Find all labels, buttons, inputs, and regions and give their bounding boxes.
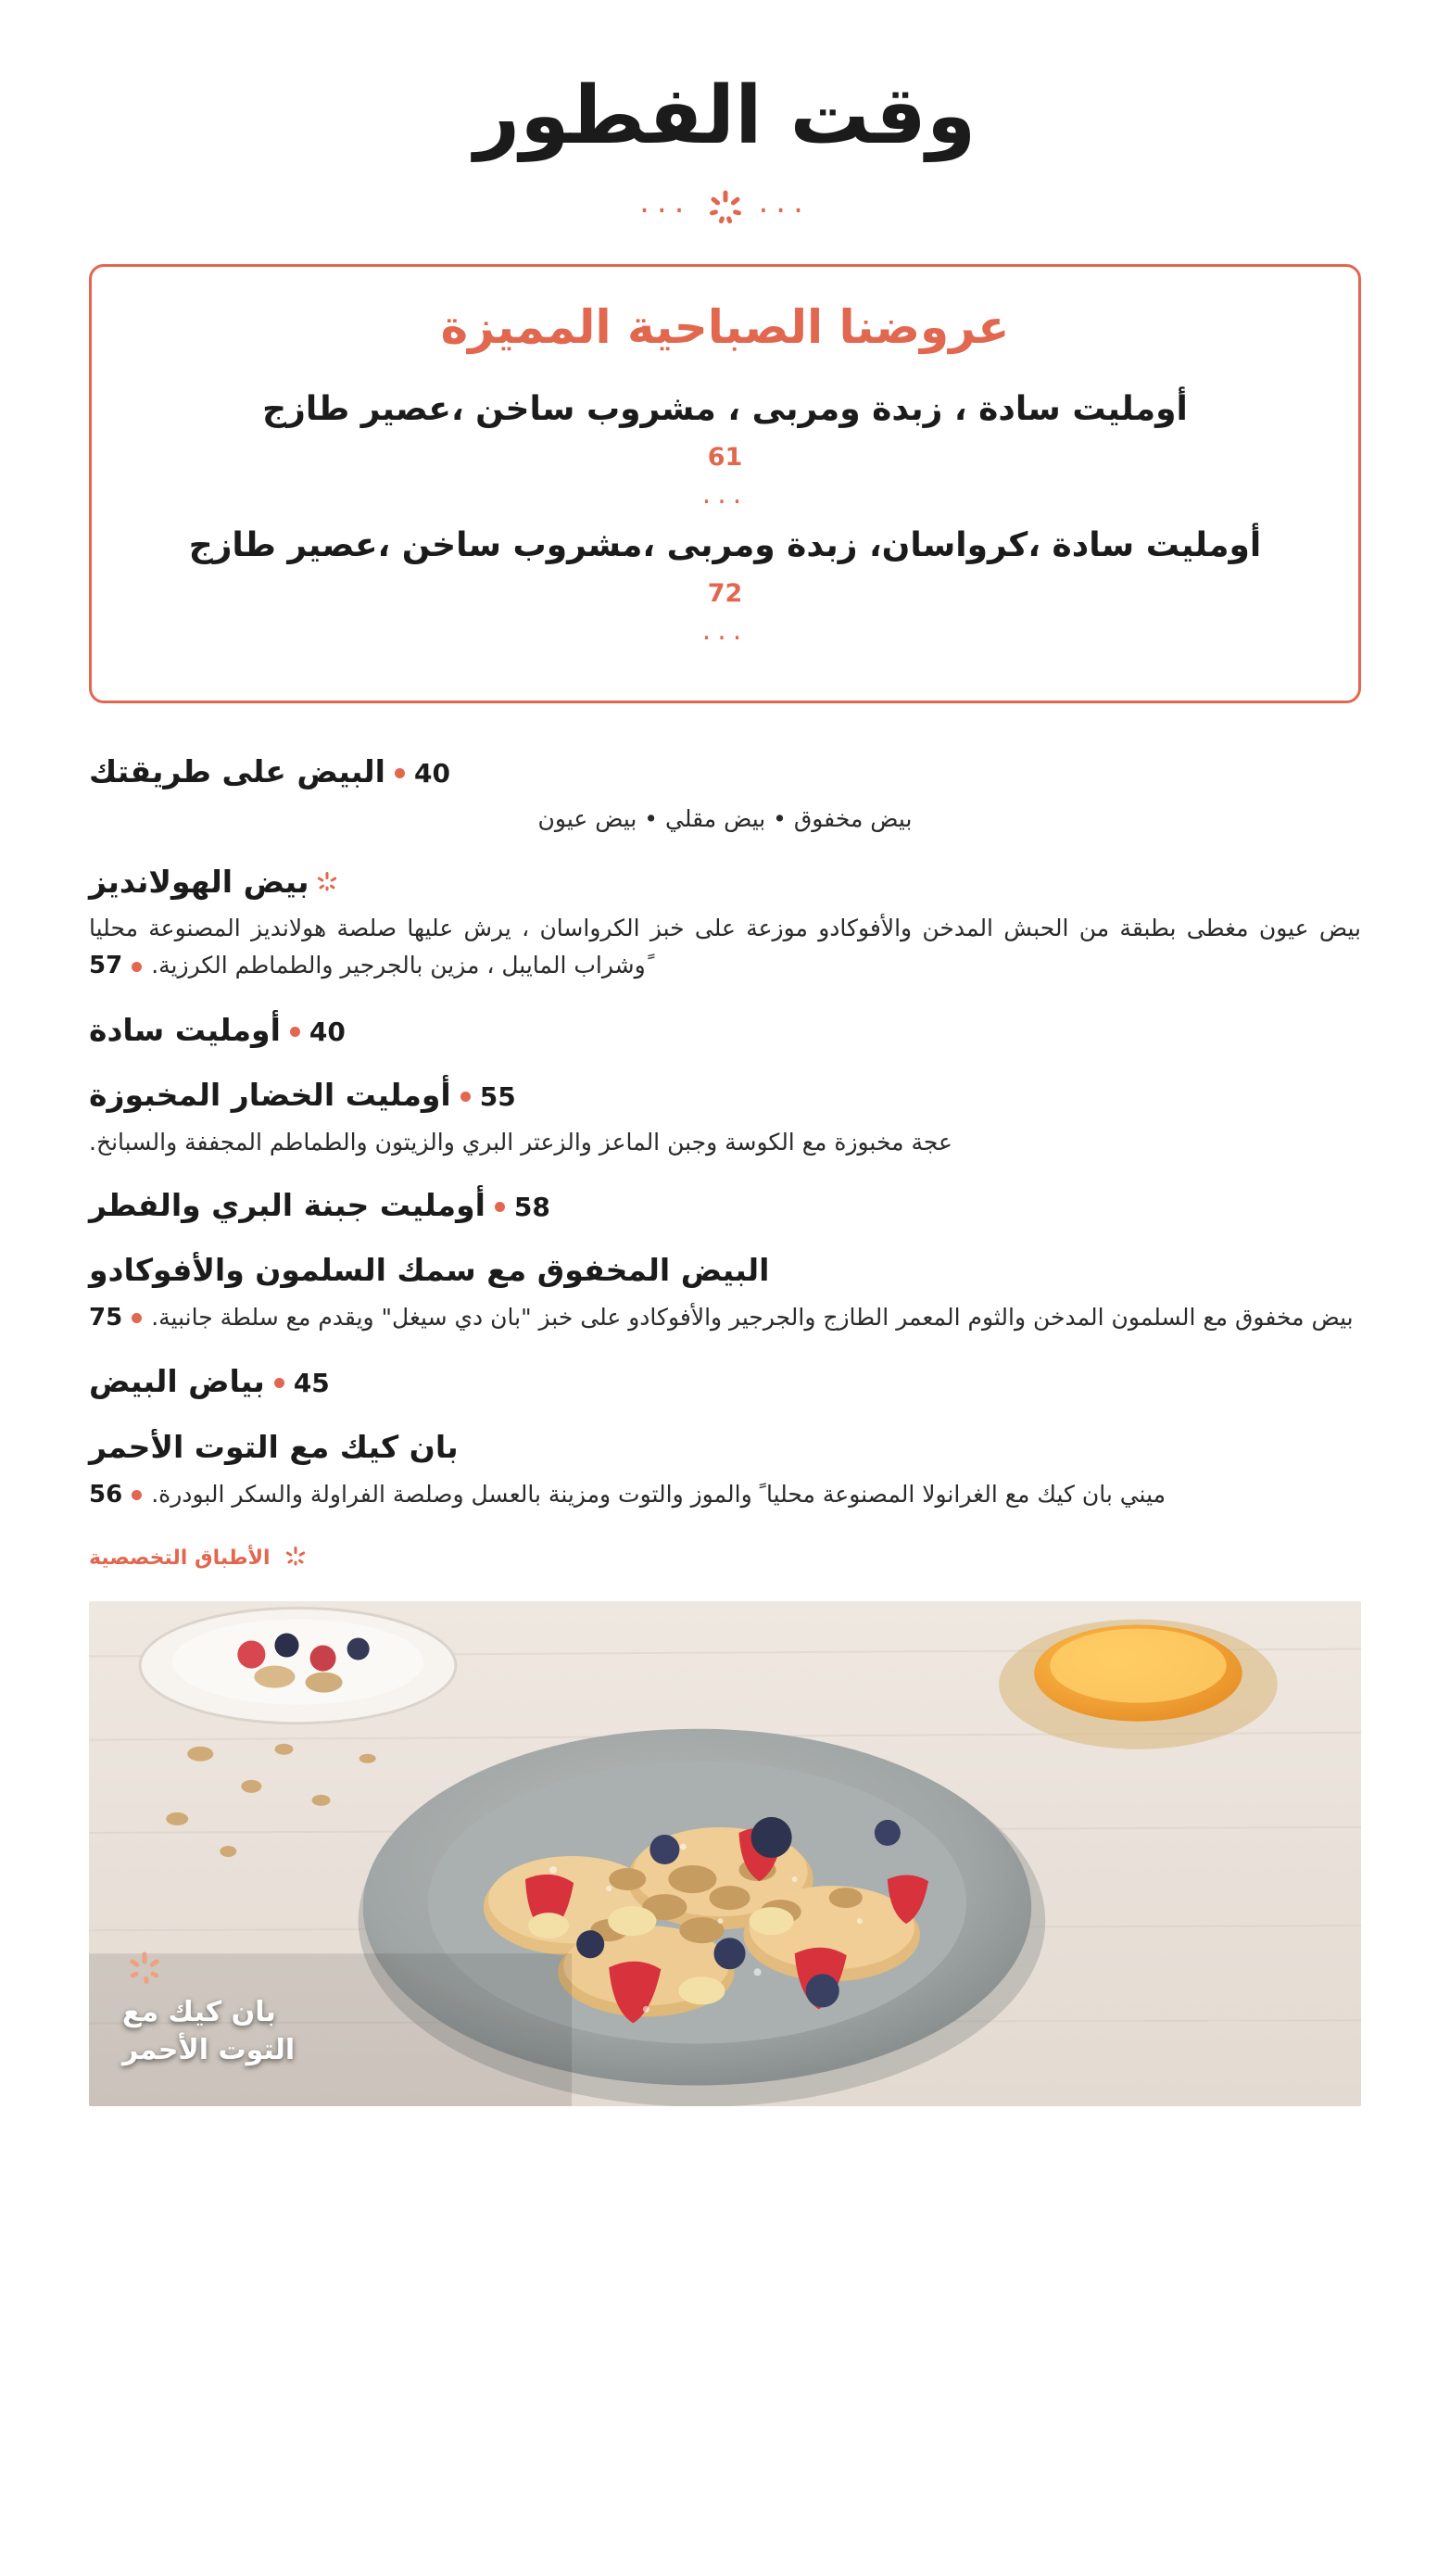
bullet-icon — [460, 1092, 471, 1102]
menu-item-description-text: ميني بان كيك مع الغرانولا المصنوعة محليا ً والموز والتوت ومزينة بالعسل وصلصة الفراولة والسكر البودرة. — [151, 1480, 1166, 1508]
bullet-icon — [290, 1027, 300, 1037]
separator-dots-right: ... — [758, 183, 811, 221]
menu-item-name: أومليت الخضار المخبوزة — [89, 1077, 451, 1114]
menu-item-price: 57 — [89, 952, 123, 980]
offers-title: عروضنا الصباحية المميزة — [440, 299, 1010, 354]
dish-photo — [89, 1601, 1361, 2106]
bullet-icon — [132, 962, 142, 972]
menu-item-description: عجة مخبوزة مع الكوسة وجبن الماعز والزعتر البري والزيتون والطماطم المجففة والسبانخ. — [89, 1128, 952, 1155]
offer-text: أومليت سادة ،كرواسان، زبدة ومربى ،مشروب ساخن ،عصير طازج — [188, 525, 1262, 564]
menu-item-description — [89, 910, 1361, 986]
offer-text: أومليت سادة ، زبدة ومربى ، مشروب ساخن ،عصير طازج — [262, 389, 1188, 428]
menu-item — [89, 862, 1361, 986]
menu-item-header — [89, 1185, 1361, 1227]
menu-item-header — [89, 751, 1361, 793]
sparkle-burst-icon — [126, 1951, 163, 1989]
menu-item — [89, 751, 1361, 838]
menu-item-price: 55 — [479, 1081, 516, 1113]
offer-item — [129, 385, 1321, 509]
separator-dots-left: ... — [639, 183, 692, 221]
menu-item-name: أومليت سادة — [89, 1011, 281, 1048]
menu-item — [89, 1075, 1361, 1161]
menu-list — [89, 751, 1361, 1514]
photo-caption-line1: بان كيك مع — [122, 1996, 276, 2029]
offer-dots: ... — [701, 477, 749, 511]
menu-item — [89, 1010, 1361, 1052]
menu-item-price: 75 — [89, 1303, 123, 1332]
menu-item — [89, 1250, 1361, 1337]
photo-caption-line2: التوت الأحمر — [122, 2033, 296, 2066]
menu-item — [89, 1427, 1361, 1514]
menu-item-price: 40 — [414, 757, 450, 789]
menu-item-description-text: بيض مخفوق مع السلمون المدخن والثوم المعمر الطازج والجرجير والأفوكادو على خبز "بان دي سيغل" ويقدم مع سلطة جانبية. — [151, 1303, 1354, 1331]
menu-item-name: بياض البيض — [89, 1363, 265, 1400]
bullet-icon — [132, 1490, 142, 1500]
menu-item-header — [89, 1250, 1361, 1292]
bullet-icon — [395, 768, 405, 778]
photo-caption — [122, 1994, 295, 2069]
menu-item-price: 58 — [513, 1191, 550, 1222]
bullet-icon — [274, 1378, 284, 1388]
bullet-icon — [132, 1313, 142, 1323]
sparkle-burst-icon — [284, 1546, 308, 1570]
special-offers-box — [89, 264, 1361, 703]
menu-item-name: البيض المخفوق مع سمك السلمون والأفوكادو — [89, 1252, 770, 1289]
offer-item — [129, 522, 1321, 645]
menu-item-description — [89, 1476, 1361, 1515]
menu-item-price: 45 — [293, 1368, 330, 1399]
menu-item-description — [89, 1299, 1361, 1338]
menu-item-price: 40 — [309, 1016, 346, 1047]
menu-item — [89, 1361, 1361, 1403]
menu-item-description: بيض مخفوق • بيض مقلي • بيض عيون — [537, 804, 913, 832]
offer-price: 72 — [707, 578, 743, 608]
specialty-sparkle-icon — [315, 871, 339, 895]
specialty-footnote — [89, 1546, 1361, 1570]
menu-item-header — [89, 1427, 1361, 1469]
menu-item-name: بان كيك مع التوت الأحمر — [89, 1428, 459, 1465]
menu-item — [89, 1185, 1361, 1227]
menu-item-header — [89, 1075, 1361, 1117]
bullet-icon — [495, 1202, 505, 1212]
menu-item-header — [89, 1010, 1361, 1052]
offer-dots: ... — [701, 613, 749, 647]
menu-item-name: بيض الهولانديز — [89, 863, 309, 900]
title-separator — [0, 183, 1450, 231]
offer-price: 61 — [707, 442, 743, 472]
menu-item-price: 56 — [89, 1480, 123, 1509]
sparkle-burst-icon — [705, 189, 746, 230]
menu-item-description-text: بيض عيون مغطى بطبقة من الحبش المدخن والأفوكادو موزعة على خبز الكرواسان ، يرش عليها صلصة هولانديز المصنوعة محليا ًوشراب المايبل ، مزين بالجرجير والطماطم الكرزية. — [89, 915, 1361, 979]
menu-item-header — [89, 1361, 1361, 1403]
specialty-footnote-label: الأطباق التخصصية — [89, 1546, 271, 1570]
menu-item-header — [89, 862, 1361, 903]
menu-item-name: البيض على طريقتك — [89, 752, 385, 789]
page-title: وقت الفطور — [473, 69, 977, 162]
menu-item-name: أومليت جبنة البري والفطر — [89, 1186, 485, 1223]
